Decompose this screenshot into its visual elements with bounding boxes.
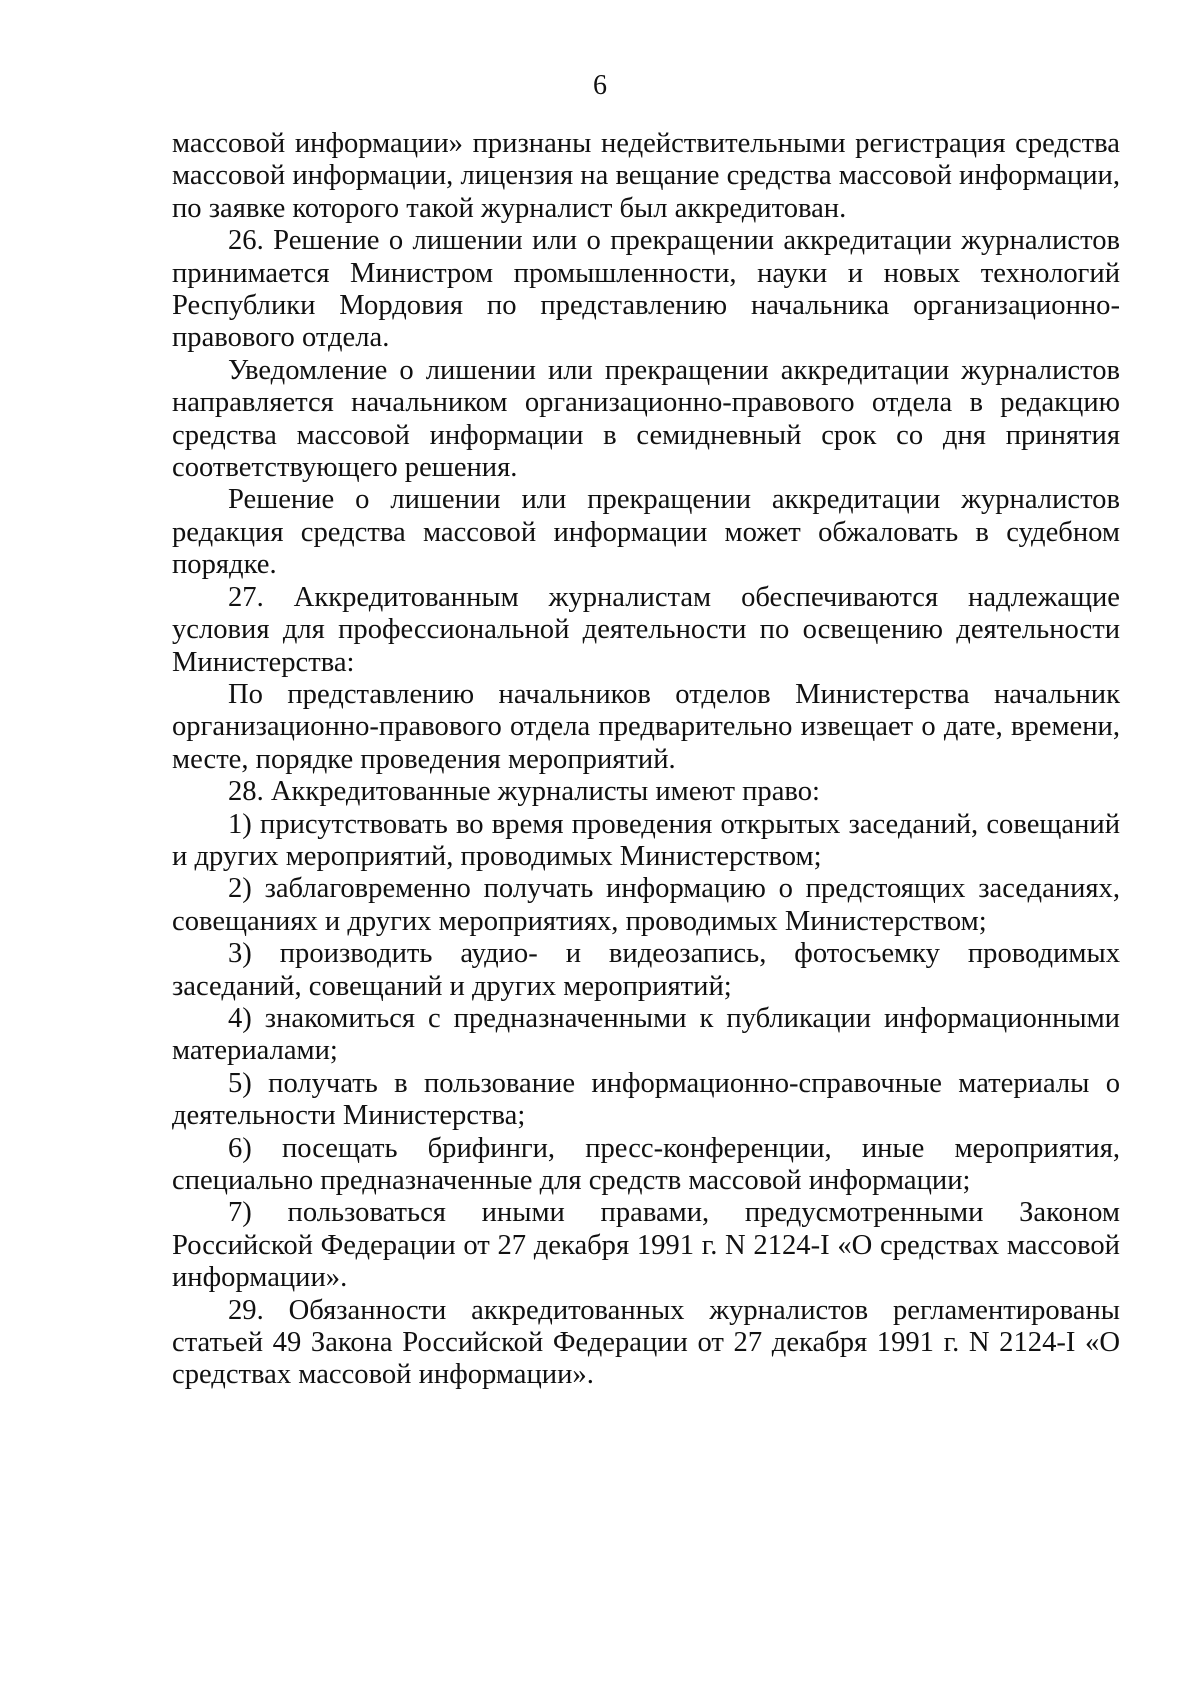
paragraph-item-28: 28. Аккредитованные журналисты имеют право: xyxy=(228,776,820,808)
paragraph-item-29: 29. Обязанности аккредитованных журналистов регламентированы статьей 49 Закона Российской Федерации от 27 декабря 1991 г. N 2124-I «О средствах массовой информации». xyxy=(172,1294,1120,1391)
paragraph-right-7: 7) пользоваться иными правами, предусмотренными Законом Российской Федерации от 27 декабря 1991 г. N 2124-I «О средствах массовой информации». xyxy=(172,1197,1120,1294)
paragraph-right-3: 3) производить аудио- и видеозапись, фотосъемку проводимых заседаний, совещаний и других мероприятий; xyxy=(172,938,1120,1002)
paragraph-right-5: 5) получать в пользование информационно-справочные материалы о деятельности Министерства; xyxy=(172,1067,1120,1132)
paragraph-right-6: 6) посещать брифинги, пресс-конференции, иные мероприятия, специально предназначенные для средств массовой информации; xyxy=(172,1132,1120,1196)
paragraph-item-26: 26. Решение о лишении или о прекращении аккредитации журналистов принимается Министром промышленности, науки и новых технологий Республики Мордовия по представлению начальника организационно-правового отдела. xyxy=(172,225,1120,354)
paragraph-appeal: Решение о лишении или прекращении аккредитации журналистов редакция средства массовой информации может обжаловать в судебном порядке. xyxy=(172,484,1120,581)
document-body xyxy=(172,128,1120,1392)
paragraph-continuation: массовой информации» признаны недействительными регистрация средства массовой информации, лицензия на вещание средства массовой информации, по заявке которого такой журналист был аккредитован. xyxy=(172,128,1120,224)
paragraph-right-1: 1) присутствовать во время проведения открытых заседаний, совещаний и других мероприятий, проводимых Министерством; xyxy=(172,808,1120,872)
paragraph-notification: Уведомление о лишении или прекращении аккредитации журналистов направляется начальником организационно-правового отдела в редакцию средства массовой информации в семидневный срок со дня принятия соответствующего решения. xyxy=(172,354,1120,484)
page-number: 6 xyxy=(593,70,607,101)
paragraph-notice-events: По представлению начальников отделов Министерства начальник организационно-правового отдела предварительно извещает о дате, времени, месте, порядке проведения мероприятий. xyxy=(172,678,1120,775)
paragraph-right-4: 4) знакомиться с предназначенными к публикации информационными материалами; xyxy=(172,1002,1120,1067)
paragraph-right-2: 2) заблаговременно получать информацию о предстоящих заседаниях, совещаниях и других мероприятиях, проводимых Министерством; xyxy=(172,873,1120,937)
paragraph-item-27: 27. Аккредитованным журналистам обеспечиваются надлежащие условия для профессиональной деятельности по освещению деятельности Министерства: xyxy=(172,581,1120,678)
